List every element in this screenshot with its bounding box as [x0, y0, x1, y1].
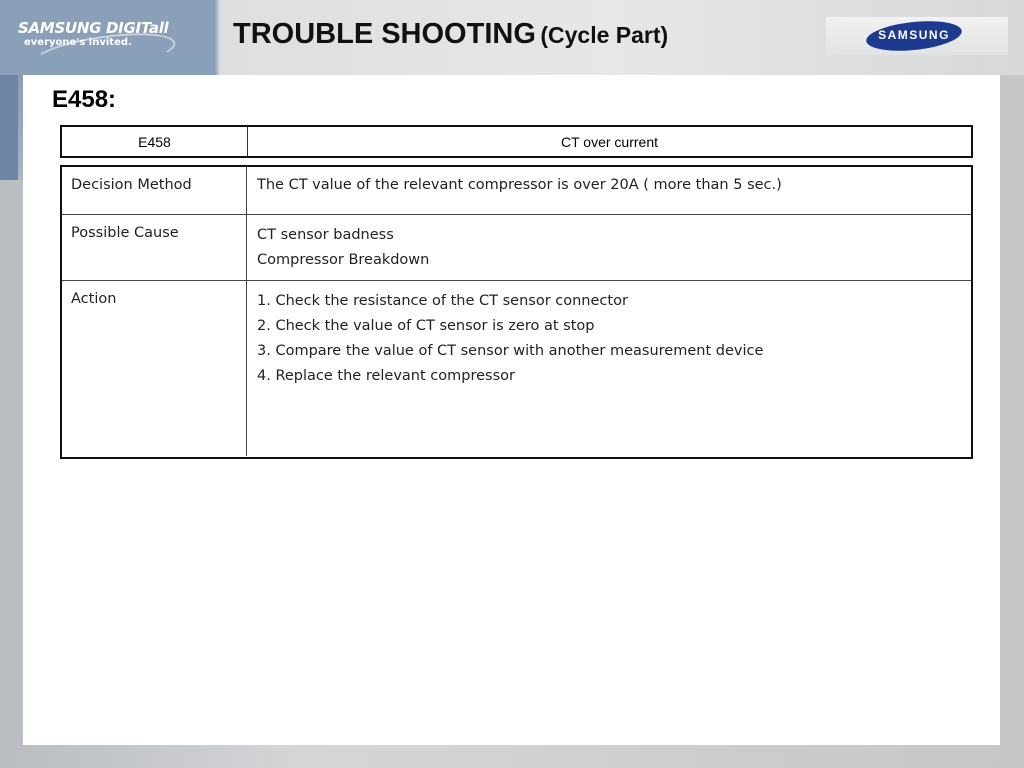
summary-code-cell: E458 [62, 127, 248, 156]
cause-value [247, 215, 971, 280]
table-row-decision [62, 167, 971, 215]
cause-line: Compressor Breakdown [257, 252, 430, 268]
action-step: 1. Check the resistance of the CT sensor connector [257, 293, 628, 309]
decision-label [62, 167, 247, 214]
action-label [62, 281, 247, 456]
cause-line: CT sensor badness [257, 227, 394, 243]
logo-brand-line2: everyone's invited. [24, 37, 132, 48]
page-title-sub: (Cycle Part) [540, 22, 669, 48]
samsung-logo-text: SAMSUNG [878, 28, 950, 42]
action-step: 2. Check the value of CT sensor is zero at stop [257, 318, 595, 334]
action-value [247, 281, 971, 456]
summary-description-cell: CT over current [561, 133, 658, 150]
detail-table [60, 165, 973, 459]
decision-line: The CT value of the relevant compressor is over 20A ( more than 5 sec.) [257, 177, 782, 193]
action-label-text: Action [71, 291, 117, 307]
error-code-heading: E458: [52, 86, 117, 113]
action-step: 4. Replace the relevant compressor [257, 368, 515, 384]
table-row-action [62, 281, 971, 456]
samsung-logo [826, 17, 1008, 55]
table-row-cause [62, 215, 971, 281]
cause-label-text: Possible Cause [71, 225, 179, 241]
samsung-digitall-logo [18, 20, 203, 58]
decision-value [247, 167, 971, 214]
page-title-main: TROUBLE SHOOTING [233, 18, 536, 50]
cause-label [62, 215, 247, 280]
action-step: 3. Compare the value of CT sensor with another measurement device [257, 343, 764, 359]
decision-label-text: Decision Method [71, 177, 192, 193]
page-title [233, 18, 668, 51]
summary-table [60, 125, 973, 158]
logo-brand-line1: SAMSUNG DIGITall [18, 19, 169, 37]
